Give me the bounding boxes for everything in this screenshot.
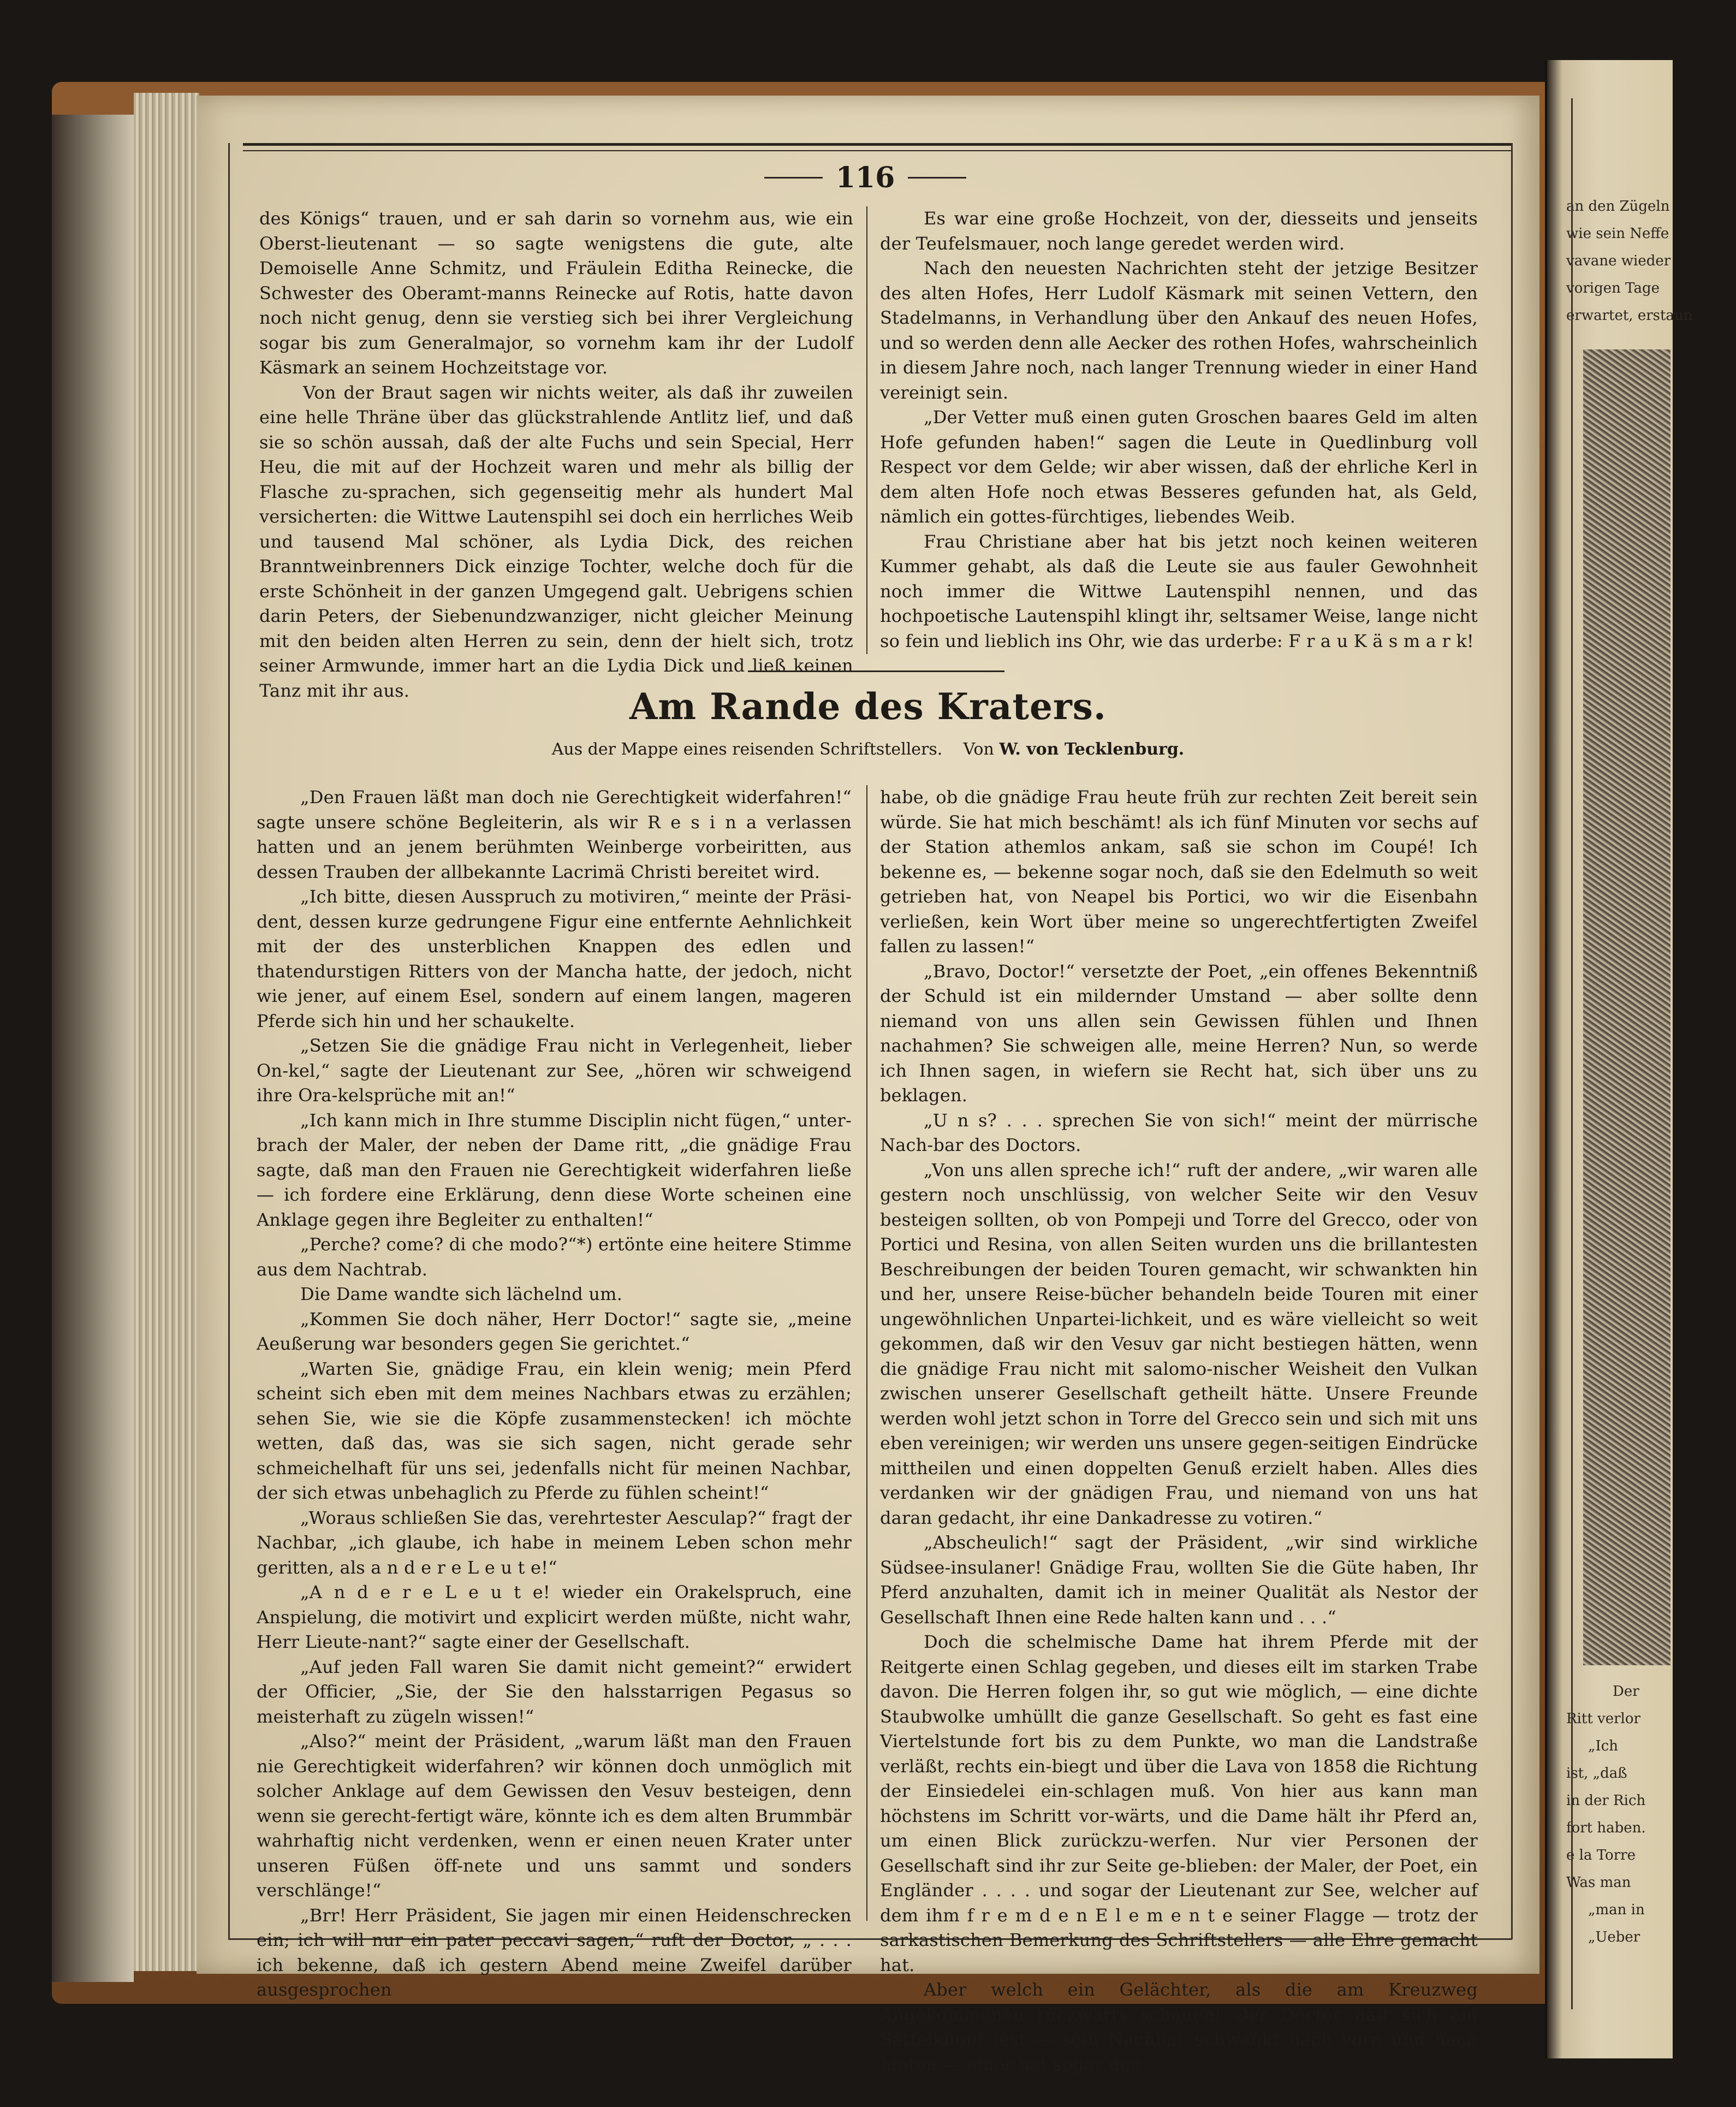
article-author: W. von Tecklenburg. [999, 740, 1185, 759]
frame-rule-top-thin [243, 150, 1512, 151]
paragraph: „Kommen Sie doch näher, Herr Doctor!“ sagte sie, „meine Aeußerung war besonders gegen Sie gerichtet.“ [257, 1308, 852, 1354]
article-right-column [880, 785, 1478, 2077]
column-divider [866, 785, 867, 1921]
facing-line: Der [1613, 1683, 1639, 1700]
paragraph: Es war eine große Hochzeit, von der, diesseits und jenseits der Teufelsmauer, noch lange geredet werden wird. [880, 208, 1478, 254]
subtitle-source: Aus der Mappe eines reisenden Schriftstellers. [551, 740, 943, 759]
story-end-left-column [259, 206, 853, 703]
page-number: 116 [835, 161, 895, 194]
paragraph: „Perche? come? di che modo?“*) ertönte eine heitere Stimme aus dem Nachtrab. [257, 1234, 852, 1280]
facing-line: „man in [1588, 1902, 1645, 1918]
paragraph: „A n d e r e L e u t e! wieder ein Orakelspruch, eine Anspielung, die motivirt und explicirt werden müßte, nicht wahr, Herr Lieute-nant?“ sagte einer der Gesellschaft. [257, 1582, 852, 1652]
facing-line: vorigen Tage [1566, 280, 1660, 296]
paragraph: „Abscheulich!“ sagt der Präsident, „wir sind wirkliche Südsee-insulaner! Gnädige Frau, wollten Sie die Güte haben, Ihr Pferd anzuhalten, damit ich in meiner Qualität als Nestor der Gesellschaft Ihnen eine Rede halten kann und . . .“ [880, 1532, 1478, 1628]
paragraph: „Auf jeden Fall waren Sie damit nicht gemeint?“ erwidert der Officier, „Sie, der Sie den halsstarrigen Pegasus so meisterhaft zu zügeln wissen!“ [257, 1656, 852, 1727]
engraving-illustration [1583, 349, 1670, 1665]
frame-rule-left [228, 143, 230, 1939]
paragraph: Aber welch ein Gelächter, als die am Kreuzweg Angekommenen rückwärts schauen! Der Doctor hält sich am Sattelknopf fest — sein Nachbar schwankt nach vorn und nach hinten — einer hat sogar den [880, 1979, 1478, 2075]
section-separator [748, 670, 1004, 672]
paragraph: „Ich bitte, diesen Ausspruch zu motiviren,“ meinte der Präsi-dent, dessen kurze gedrungene Figur eine entfernte Aehnlichkeit mit der des unsterblichen Knappen des edlen und thatendurstigen Ritters von der Mancha hatte, der jedoch, nicht wie jener, auf einem Esel, sondern auf einem langen, mageren Pferde sich hin und her schaukelte. [257, 886, 852, 1031]
facing-line: an den Zügeln [1566, 198, 1670, 215]
facing-line: in der Rich [1566, 1793, 1646, 1809]
facing-line: ist, „daß [1566, 1765, 1627, 1782]
paragraph: „Von uns allen spreche ich!“ ruft der andere, „wir waren alle gestern noch unschlüssig, von welcher Seite wir den Vesuv besteigen sollten, ob von Pompeji und Torre del Grecco, oder von Portici und Resina, von allen Seiten wurden uns die brillantesten Beschreibungen der beiden Touren gemacht, wir schwankten hin und her, unsere Reise-bücher behandeln beide Touren mit einer ungewöhnlichen Unpartei-lichkeit, und es wäre vielleicht so weit gekommen, daß wir den Vesuv gar nicht bestiegen hätten, wenn die gnädige Frau nicht mit salomo-nischer Weisheit den Vulkan zwischen unserer Gesellschaft getheilt hätte. Unsere Freunde werden wohl jetzt schon in Torre del Grecco sein und sich mit uns eben vereinigen; wir werden uns unsere gegen-seitigen Eindrücke mittheilen und einen doppelten Genuß erzielt haben. Alles dies verdanken wir der gnädigen Frau, und niemand von uns hat daran gedacht, ihr eine Dankadresse zu votiren.“ [880, 1159, 1478, 1528]
frame-rule-right [1511, 143, 1513, 1939]
paragraph: „Den Frauen läßt man doch nie Gerechtigkeit widerfahren!“ sagte unsere schöne Begleiterin, als wir R e s i n a verlassen hatten und an jenem berühmten Weinberge vorbeiritten, aus dessen Trauben der allbekannte Lacrimä Christi bereitet wird. [257, 787, 852, 882]
paragraph: „U n s? . . . sprechen Sie von sich!“ meint der mürrische Nach-bar des Doctors. [880, 1109, 1478, 1155]
page-header [764, 158, 966, 197]
paragraph: „Woraus schließen Sie das, verehrtester Aesculap?“ fragt der Nachbar, „ich glaube, ich habe in meinem Leben schon mehr geritten, als a n d e r e L e u t e!“ [257, 1507, 852, 1578]
article-subtitle [0, 740, 1736, 759]
page-edges [134, 93, 199, 1971]
paragraph: „Bravo, Doctor!“ versetzte der Poet, „ein offenes Bekenntniß der Schuld ist ein mildernder Umstand — aber sollte denn niemand von uns allen sein Gewissen fühlen und Ihnen nachahmen? Sie schweigen alle, meine Herren? Nun, so werde ich Ihnen sagen, in wiefern sie Recht hat, sich über uns zu beklagen. [880, 960, 1478, 1106]
subtitle-by: Von [963, 740, 994, 759]
article-title: Am Rande des Kraters. [629, 685, 1107, 728]
paragraph: Von der Braut sagen wir nichts weiter, als daß ihr zuweilen eine helle Thräne über das glückstrahlende Antlitz lief, und daß sie so schön aussah, daß der alte Fuchs und sein Special, Herr Heu, die mit auf der Hochzeit waren und mehr als billig der Flasche zu-sprachen, sich gegenseitig mehr als hundert Mal versicherten: die Wittwe Lautenspihl sei doch ein herrliches Weib und tausend Mal schöner, als Lydia Dick, des reichen Branntweinbrenners Dick einzige Tochter, welche doch für die erste Schönheit in der ganzen Umgegend galt. Uebrigens schien darin Peters, der Siebenundzwanziger, nicht gleicher Meinung mit den beiden alten Herren zu sein, denn der hielt sich, trotz seiner Armwunde, immer hart an die Lydia Dick und ließ keinen Tanz mit ihr aus. [259, 382, 853, 701]
column-divider [866, 206, 867, 654]
paragraph: „Der Vetter muß einen guten Groschen baares Geld im alten Hofe gefunden haben!“ sagen die Leute in Quedlinburg voll Respect vor dem Gelde; wir aber wissen, daß der ehrliche Kerl in dem alten Hofe noch etwas Besseres gefunden hat, als Geld, nämlich ein gottes-fürchtiges, liebendes Weib. [880, 407, 1478, 527]
facing-line: Ritt verlor [1566, 1711, 1640, 1727]
book-spine [52, 115, 134, 1982]
paragraph: Frau Christiane aber hat bis jetzt noch keinen weiteren Kummer gehabt, als daß die Leute sie aus fauler Gewohnheit noch immer die Wittwe Lautenspihl nennen, und das hochpoetische Lautenspihl klingt ihr, seltsamer Weise, lange nicht so fein und lieblich ins Ohr, wie das urderbe: F r a u K ä s m a r k! [880, 531, 1478, 651]
facing-line: e la Torre [1566, 1847, 1636, 1863]
facing-line: „Ich [1588, 1738, 1619, 1754]
paragraph: Doch die schelmische Dame hat ihrem Pferde mit der Reitgerte einen Schlag gegeben, und dieses eilt im starken Trabe davon. Die Herren folgen ihr, so gut wie möglich, — eine dichte Staubwolke umhüllt die ganze Gesellschaft. So geht es fast eine Viertelstunde fort bis zu dem Punkte, wo man die Landstraße verläßt, rechts ein-biegt und über die Lava von 1858 die Richtung der Einsiedelei ein-schlagen muß. Von hier aus kann man höchstens im Schritt vor-wärts, und die Dame hält ihr Pferd an, um einen Blick zurückzu-werfen. Nur vier Personen der Gesellschaft sind ihr zur Seite ge-blieben: der Maler, der Poet, ein Engländer . . . . und sogar der Lieutenant zur See, welcher auf dem ihm f r e m d e n E l e m e n t e seiner Flagge — trotz der sarkastischen Bemerkung des Schriftstellers — alle Ehre gemacht hat. [880, 1631, 1478, 1975]
article-left-column [257, 785, 852, 2003]
paragraph: Die Dame wandte sich lächelnd um. [300, 1284, 623, 1304]
paragraph: habe, ob die gnädige Frau heute früh zur rechten Zeit bereit sein würde. Sie hat mich beschämt! als ich fünf Minuten vor sechs auf der Station athemlos ankam, saß sie schon im Coupé! Ich bekenne es, — bekenne sogar noch, daß sie den Edelmuth so weit getrieben hat, von Neapel bis Portici, wo wir die Eisenbahn verließen, kein Wort über meine so ungerechtfertigten Zweifel fallen zu lassen!“ [880, 787, 1478, 957]
paragraph: „Setzen Sie die gnädige Frau nicht in Verlegenheit, lieber On-kel,“ sagte der Lieutenant zur See, „hören wir schweigend ihre Ora-kelsprüche mit an!“ [257, 1035, 852, 1106]
facing-line: fort haben. [1566, 1820, 1646, 1836]
frame-rule-top [243, 143, 1512, 146]
paragraph: „Warten Sie, gnädige Frau, ein klein wenig; mein Pferd scheint sich eben mit dem meines Nachbars etwas zu erzählen; sehen Sie, wie sie die Köpfe zusammenstecken! ich möchte wetten, daß das, was sie sich sagen, nicht gerade sehr schmeichelhaft für uns sei, jedenfalls nicht für meinen Nachbar, der sich etwas unbehaglich zu Pferde zu fühlen scheint!“ [257, 1358, 852, 1503]
paragraph: Nach den neuesten Nachrichten steht der jetzige Besitzer des alten Hofes, Herr Ludolf Käsmark mit seinen Vettern, den Stadelmanns, in Verhandlung über den Ankauf des neuen Hofes, und so werden denn alle Aecker des rothen Hofes, wahrscheinlich in diesem Jahre noch, nach langer Trennung wieder in einer Hand vereinigt sein. [880, 258, 1478, 403]
paragraph: des Königs“ trauen, und er sah darin so vornehm aus, wie ein Oberst-lieutenant — so sagte wenigstens die gute, alte Demoiselle Anne Schmitz, und Fräulein Editha Reinecke, die Schwester des Oberamt-manns Reinecke auf Rotis, hatte davon noch nicht genug, denn sie verstieg sich bei ihrer Vergleichung sogar bis zum Generalmajor, so vornehm kam ihr der Ludolf Käsmark an seinem Hochzeitstage vor. [259, 208, 853, 378]
facing-line: wie sein Neffe [1566, 225, 1669, 242]
facing-line: erwartet, erstaun [1566, 307, 1693, 324]
facing-line: „Ueber [1588, 1929, 1640, 1945]
facing-page-rule [1571, 98, 1573, 2009]
facing-line: vavane wieder [1566, 253, 1671, 269]
page-number-dash-left [764, 177, 823, 179]
paragraph: „Ich kann mich in Ihre stumme Disciplin nicht fügen,“ unter-brach der Maler, der neben der Dame ritt, „die gnädige Frau sagte, daß man den Frauen nie Gerechtigkeit widerfahren ließe — ich fordere eine Erklärung, denn diese Worte scheinen eine Anklage gegen ihre Begleiter zu enthalten!“ [257, 1109, 852, 1230]
paragraph: „Also?“ meint der Präsident, „warum läßt man den Frauen nie Gerechtigkeit widerfahren? wir können doch unmöglich mit solcher Anklage auf dem Gewissen den Vesuv besteigen, denn wenn sie gerecht-fertigt wäre, könnte ich es dem alten Brummbär wahrhaftig nicht verdenken, wenn er einen neuen Krater unter unseren Füßen öff-nete und uns sammt und sonders verschlänge!“ [257, 1731, 852, 1901]
facing-line: Was man [1566, 1874, 1631, 1891]
paragraph: „Brr! Herr Präsident, Sie jagen mir einen Heidenschrecken ein; ich will nur ein pater peccavi sagen,“ ruft der Doctor, „ . . . ich bekenne, daß ich gestern Abend meine Zweifel darüber ausgesprochen [257, 1904, 852, 2000]
page-number-dash-right [908, 177, 966, 179]
story-end-right-column [880, 206, 1478, 654]
